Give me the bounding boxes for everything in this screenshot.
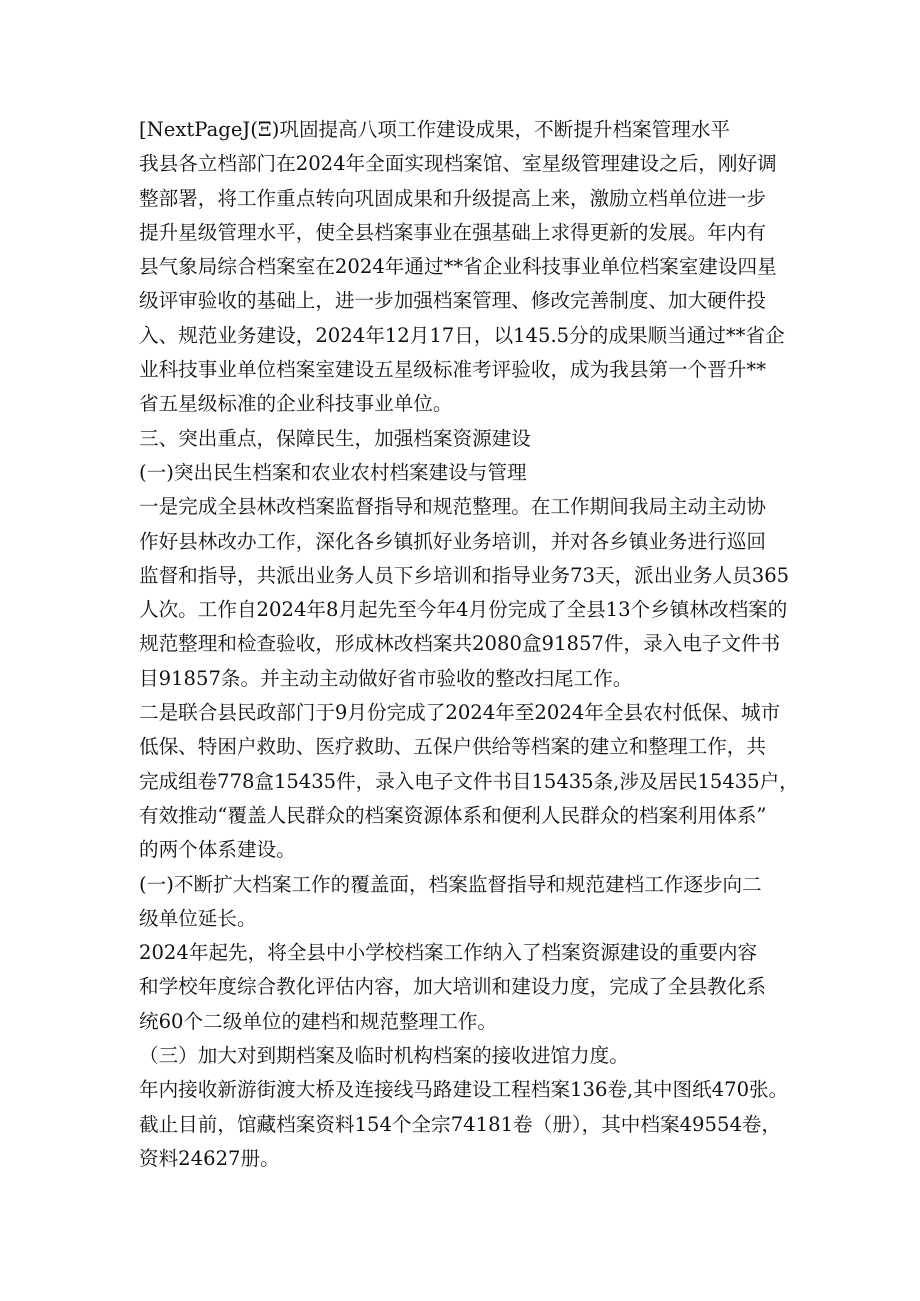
text-line: 的两个体系建设。	[139, 838, 296, 862]
text-line: (一)不断扩大档案工作的覆盖面，档案监督指导和规范建档工作逐步向二	[139, 872, 762, 896]
text-line: 一是完成全县林改档案监督指导和规范整理。在工作期间我局主动主动协	[139, 495, 766, 519]
text-line: 级评审验收的基础上，进一步加强档案管理、修改完善制度、加大硬件投	[139, 289, 766, 313]
text-line: 我县各立档部门在2024年全面实现档案馆、室星级管理建设之后，刚好调	[139, 152, 777, 176]
text-line: 省五星级标准的企业科技事业单位。	[139, 392, 453, 416]
paragraph	[139, 147, 799, 421]
text-line: 县气象局综合档案室在2024年通过**省企业科技事业单位档案室建设四星	[139, 255, 777, 279]
text-line: 资料24627册。	[139, 1146, 280, 1170]
text-line: (一)突出民生档案和农业农村档案建设与管理	[139, 460, 527, 484]
text-line: 2024年起先，将全县中小学校档案工作纳入了档案资源建设的重要内容	[139, 941, 758, 965]
text-line: 三、突出重点，保障民生，加强档案资源建设	[139, 426, 531, 450]
paragraph	[139, 1073, 799, 1176]
text-line: 整部署，将工作重点转向巩固成果和升级提高上来，激励立档单位进一步	[139, 186, 766, 210]
text-line: 监督和指导，共派出业务人员下乡培训和指导业务73天，派出业务人员365	[139, 563, 790, 587]
paragraph	[139, 1039, 799, 1073]
paragraph	[139, 490, 799, 696]
paragraph	[139, 456, 799, 490]
text-line: 二是联合县民政部门于9月份完成了2024年至2024年全县农村低保、城市	[139, 701, 781, 725]
text-line: 完成组卷778盒15435件，录入电子文件书目15435条,涉及居民15435户，	[139, 769, 799, 793]
text-line: 统60个二级单位的建档和规范整理工作。	[139, 1009, 498, 1033]
paragraph	[139, 422, 799, 456]
text-line: 人次。工作自2024年8月起先至今年4月份完成了全县13个乡镇林改档案的	[139, 598, 788, 622]
text-line: 入、规范业务建设，2024年12月17日，以145.5分的成果顺当通过**省企	[139, 323, 785, 347]
text-line: 作好县林改办工作，深化各乡镇抓好业务培训，并对各乡镇业务进行巡回	[139, 529, 766, 553]
text-line: 规范整理和检查验收，形成林改档案共2080盒91857件，录入电子文件书	[139, 632, 781, 656]
text-line: 目91857条。并主动主动做好省市验收的整改扫尾工作。	[139, 666, 633, 690]
text-line: [NextPageJ(Ξ)巩固提高八项工作建设成果，不断提升档案管理水平	[139, 118, 731, 141]
text-line: 提升星级管理水平，使全县档案事业在强基础上求得更新的发展。年内有	[139, 220, 766, 244]
text-line: 截止目前，馆藏档案资料154个全宗74181卷（册），其中档案49554卷，	[139, 1112, 782, 1136]
text-line: 低保、特困户救助、医疗救助、五保户供给等档案的建立和整理工作，共	[139, 735, 766, 759]
text-line: 业科技事业单位档案室建设五星级标准考评验收，成为我县第一个晋升**	[139, 358, 766, 382]
text-line: （三）加大对到期档案及临时机构档案的接收进馆力度。	[139, 1044, 629, 1068]
text-line: 级单位延长。	[139, 906, 257, 930]
text-line: 年内接收新游街渡大桥及连接线马路建设工程档案136卷,其中图纸470张。	[139, 1078, 789, 1102]
paragraph	[139, 113, 799, 147]
paragraph	[139, 696, 799, 867]
text-line: 有效推动“覆盖人民群众的档案资源体系和便利人民群众的档案利用体系”	[139, 803, 767, 827]
paragraph	[139, 936, 799, 1039]
text-line: 和学校年度综合教化评估内容，加大培训和建设力度，完成了全县教化系	[139, 975, 766, 999]
paragraph	[139, 868, 799, 937]
document-body	[139, 113, 799, 1176]
